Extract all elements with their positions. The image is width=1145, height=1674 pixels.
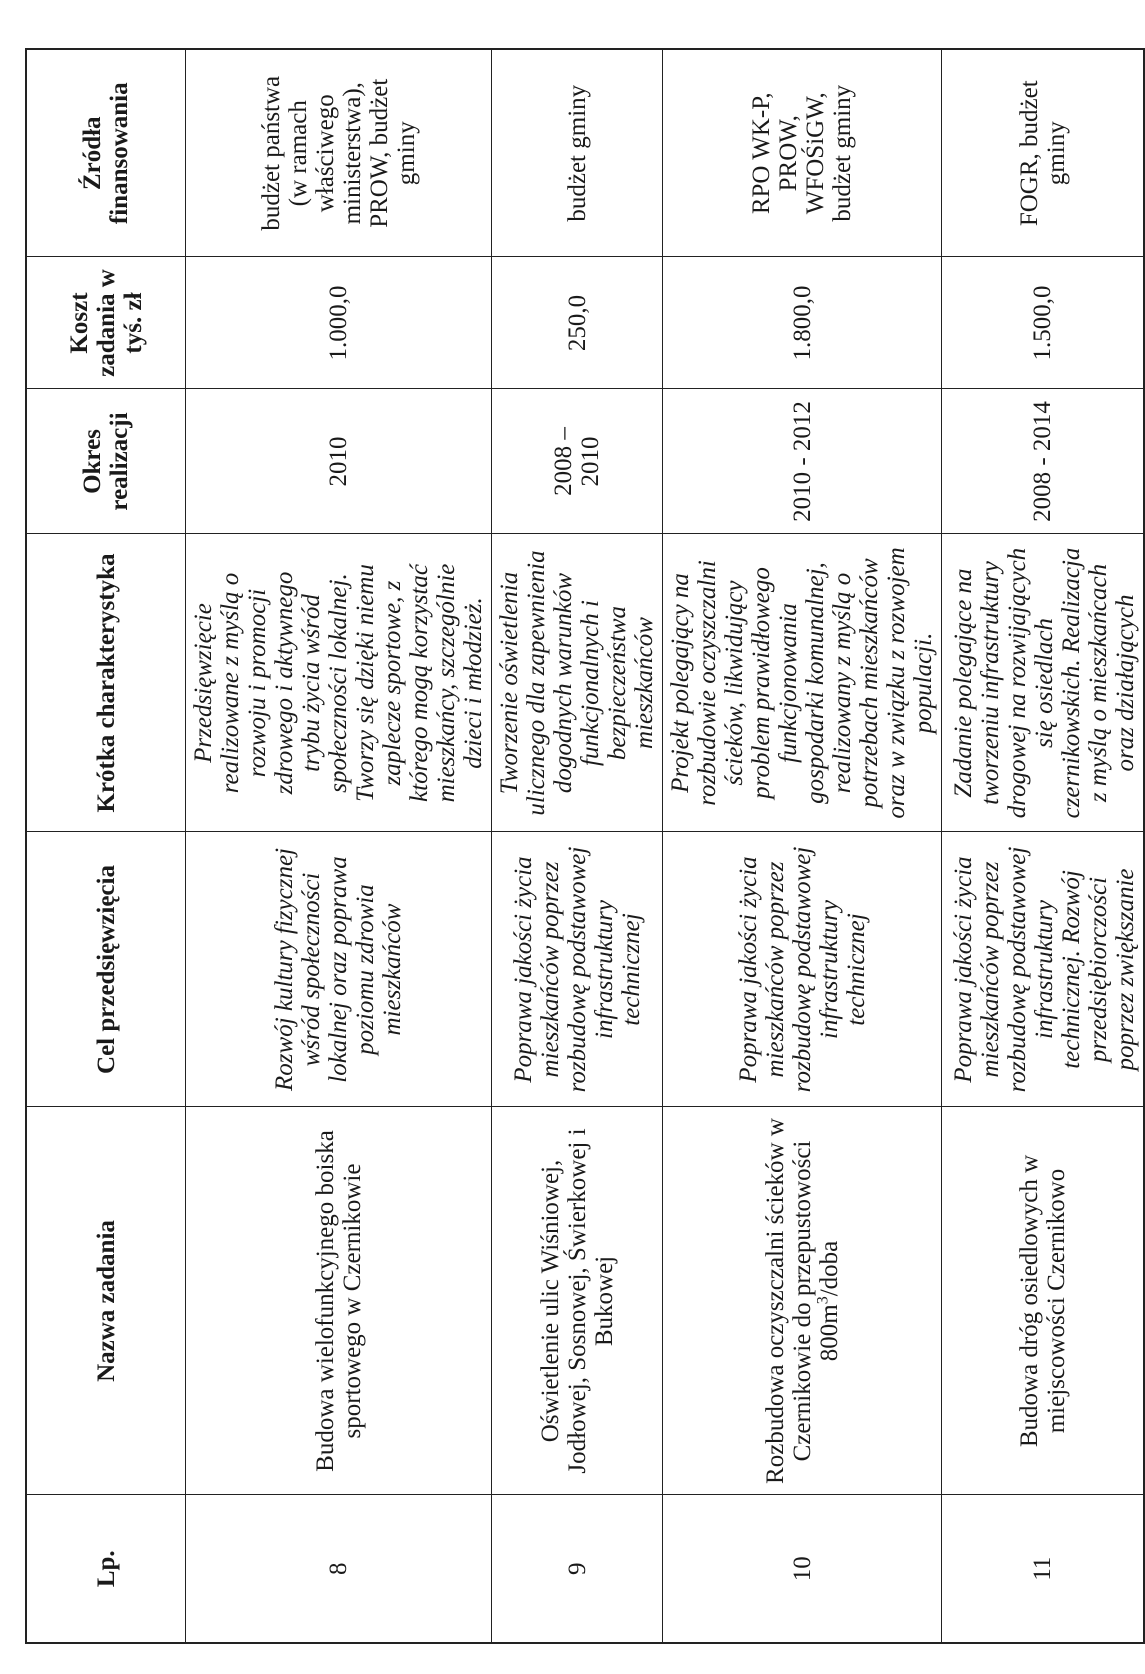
row-lp: 11: [942, 1495, 1145, 1643]
row-period: 2010: [186, 389, 492, 534]
header-cost: Koszt zadania w tyś. zł: [26, 257, 186, 389]
header-lp: Lp.: [26, 1495, 186, 1643]
header-period: Okres realizacji: [26, 389, 186, 534]
table-row: [186, 49, 492, 1643]
row-description: Przedsięwzięcie realizowane z myślą o rozwoju i promocji zdrowego i aktywnego trybu życia wśród społeczności lokalnej. Tworzy się dzięki niemu zaplecze sportowe, z którego mogą korzystać mieszkańcy, szczególnie dzieci i młodzież.: [186, 534, 492, 832]
table-row: [663, 49, 942, 1643]
row-description: Tworzenie oświetlenia ulicznego dla zapewnienia dogodnych warunków funkcjonalnych i bezpieczeństwa mieszkańców: [492, 534, 663, 832]
row-goal: Rozwój kultury fizycznej wśród społeczności lokalnej oraz poprawa poziomu zdrowia mieszkańców: [186, 832, 492, 1107]
table-row: [942, 49, 1145, 1643]
row-goal: Poprawa jakości życia mieszkańców poprzez rozbudowę podstawowej infrastruktury technicznej. Rozwój przedsiębiorczości poprzez zwiększanie: [942, 832, 1145, 1107]
table-row: [492, 49, 663, 1643]
row-task-name-superscript: 3: [814, 1296, 832, 1305]
row-funding-source: budżet państwa (w ramach właściwego ministerstwa), PROW, budżet gminy: [186, 49, 492, 257]
row-funding-source: budżet gminy: [492, 49, 663, 257]
row-goal: Poprawa jakości życia mieszkańców poprzez rozbudowę podstawowej infrastruktury technicznej: [492, 832, 663, 1107]
row-description: Zadanie polegające na tworzeniu infrastruktury drogowej na rozwijających się osiedlach czernikowskich. Realizacja z myślą o mieszkańcach oraz działających: [942, 534, 1145, 832]
row-lp: 10: [663, 1495, 942, 1643]
row-description: Projekt polegający na rozbudowie oczyszczalni ścieków, likwidujący problem prawidłowego funkcjonowania gospodarki komunalnej, realizowany z myślą o potrzebach mieszkańców oraz w związku z rozwojem populacji.: [663, 534, 942, 832]
table-header-row: [26, 49, 186, 1643]
row-funding-source: RPO WK-P, PROW, WFOŚiGW, budżet gminy: [663, 49, 942, 257]
row-task-name-main: Rozbudowa oczyszczalni ścieków w Czernikowie do przepustowości 800m: [761, 1118, 843, 1484]
row-task-name-tail: /doba: [815, 1240, 843, 1297]
row-period: 2010 - 2012: [663, 389, 942, 534]
row-task-name: [663, 1107, 942, 1495]
row-task-name: Oświetlenie ulic Wiśniowej, Jodłowej, Sosnowej, Świerkowej i Bukowej: [492, 1107, 663, 1495]
row-lp: 9: [492, 1495, 663, 1643]
row-lp: 8: [186, 1495, 492, 1643]
row-cost: 1.800,0: [663, 257, 942, 389]
row-cost: 1.000,0: [186, 257, 492, 389]
investment-tasks-table: [25, 48, 1145, 1644]
header-description: Krótka charakterystyka: [26, 534, 186, 832]
header-goal: Cel przedsięwzięcia: [26, 832, 186, 1107]
row-period: 2008 – 2010: [492, 389, 663, 534]
row-task-name: Budowa dróg osiedlowych w miejscowości Czernikowo: [942, 1107, 1145, 1495]
row-period: 2008 - 2014: [942, 389, 1145, 534]
row-task-name: Budowa wielofunkcyjnego boiska sportowego w Czernikowie: [186, 1107, 492, 1495]
row-cost: 1.500,0: [942, 257, 1145, 389]
header-funding-source: Źródła finansowania: [26, 49, 186, 257]
row-funding-source: FOGR, budżet gminy: [942, 49, 1145, 257]
row-goal: Poprawa jakości życia mieszkańców poprzez rozbudowę podstawowej infrastruktury technicznej: [663, 832, 942, 1107]
row-cost: 250,0: [492, 257, 663, 389]
rotated-page: [25, 50, 1139, 1644]
header-task-name: Nazwa zadania: [26, 1107, 186, 1495]
